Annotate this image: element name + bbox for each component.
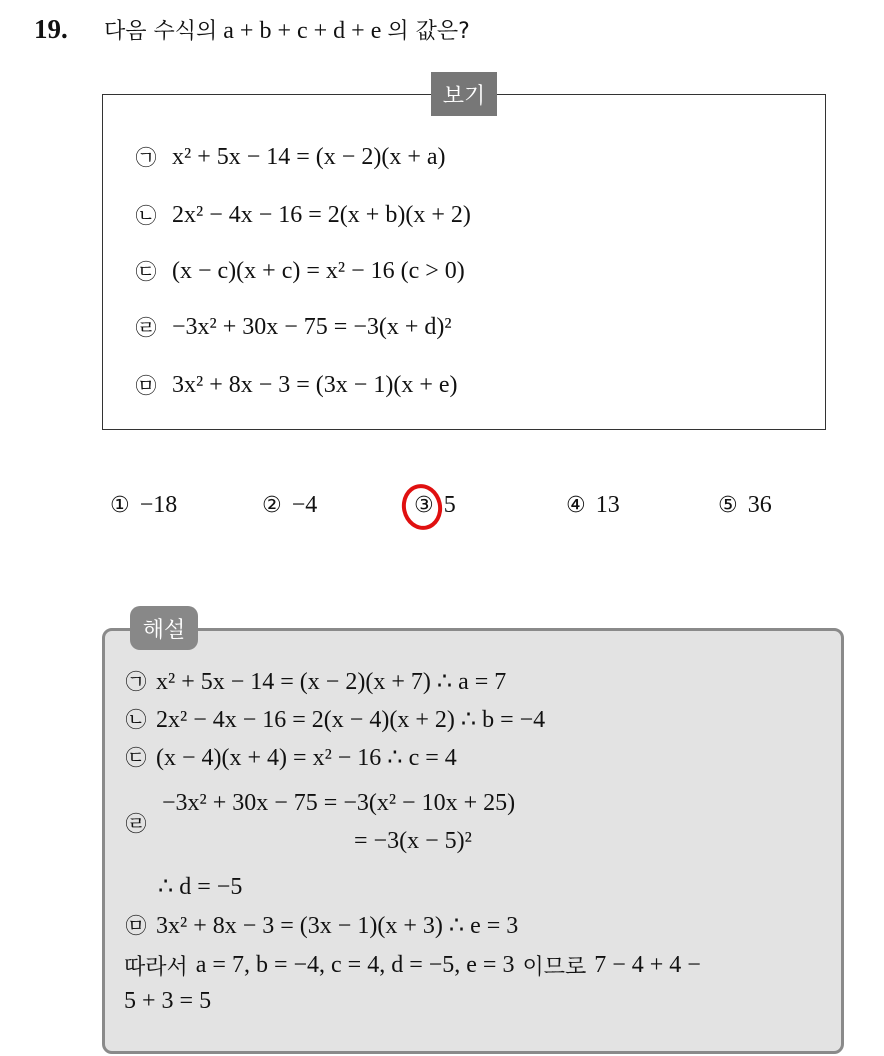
choice-marker: ⑤ xyxy=(718,493,738,518)
bogi-marker: ㉡ xyxy=(135,204,157,228)
conclusion-values: a = 7, b = −4, c = 4, d = −5, e = 3 xyxy=(195,952,515,978)
solution-line-6 xyxy=(124,910,518,940)
solution-line-4 xyxy=(162,790,515,817)
solution-line-1 xyxy=(124,666,506,696)
bogi-marker: ㉣ xyxy=(135,316,157,340)
bogi-item-3 xyxy=(134,256,465,286)
bogi-item-2 xyxy=(134,200,471,230)
solution-text: = −3(x − 5)² xyxy=(354,828,472,854)
choice-marker: ① xyxy=(110,493,130,518)
question-header xyxy=(34,14,470,45)
bogi-marker: ㉠ xyxy=(135,146,157,170)
solution-marker: ㉢ xyxy=(125,746,147,770)
solution-line-2 xyxy=(124,704,545,734)
choice-value: 13 xyxy=(595,492,620,518)
conclusion-expression: 7 − 4 + 4 − xyxy=(594,952,701,978)
bogi-equation: 2x² − 4x − 16 = 2(x + b)(x + 2) xyxy=(172,201,471,228)
solution-line-5 xyxy=(158,872,242,901)
bogi-item-1 xyxy=(134,142,446,172)
choice-2[interactable] xyxy=(262,492,317,519)
solution-marker: ㉤ xyxy=(125,914,147,938)
bogi-marker: ㉢ xyxy=(135,260,157,284)
solution-marker: ㉡ xyxy=(125,708,147,732)
question-suffix: 의 값은? xyxy=(387,19,470,44)
choice-marker: ③ xyxy=(414,493,434,518)
solution-line-3 xyxy=(124,742,457,772)
bogi-label: 보기 xyxy=(431,72,497,116)
choice-4[interactable] xyxy=(566,492,620,519)
solution-line-4-marker xyxy=(124,808,148,838)
choice-marker: ④ xyxy=(566,493,586,518)
solution-text: −3x² + 30x − 75 = −3(x² − 10x + 25) xyxy=(162,790,516,816)
solution-text: 2x² − 4x − 16 = 2(x − 4)(x + 2) ∴ b = −4 xyxy=(156,706,546,733)
solution-conclusion-2 xyxy=(124,988,211,1015)
solution-label: 해설 xyxy=(130,606,198,650)
solution-text: x² + 5x − 14 = (x − 2)(x + 7) ∴ a = 7 xyxy=(156,668,507,695)
solution-text: 3x² + 8x − 3 = (3x − 1)(x + 3) ∴ e = 3 xyxy=(156,912,519,939)
bogi-equation: x² + 5x − 14 = (x − 2)(x + a) xyxy=(172,143,446,170)
bogi-equation: −3x² + 30x − 75 = −3(x + d)² xyxy=(172,313,452,340)
choice-5[interactable] xyxy=(718,492,772,519)
question-prefix: 다음 수식의 xyxy=(104,19,218,44)
choice-value: −18 xyxy=(139,492,178,518)
conclusion-prefix: 따라서 xyxy=(124,955,188,980)
solution-text: (x − 4)(x + 4) = x² − 16 ∴ c = 4 xyxy=(156,744,457,771)
choice-value: 36 xyxy=(747,492,772,518)
question-number: 19. xyxy=(34,14,68,44)
solution-conclusion xyxy=(124,950,701,981)
bogi-marker: ㉤ xyxy=(135,374,157,398)
choice-value: 5 xyxy=(443,492,456,518)
question-text xyxy=(104,14,470,45)
bogi-equation: 3x² + 8x − 3 = (3x − 1)(x + e) xyxy=(172,371,458,398)
question-expression: a + b + c + d + e xyxy=(223,18,382,44)
choice-value: −4 xyxy=(291,492,318,518)
solution-line-4b xyxy=(354,828,472,855)
choice-1[interactable] xyxy=(110,492,177,519)
conclusion-result: 5 + 3 = 5 xyxy=(124,988,212,1014)
bogi-equation: (x − c)(x + c) = x² − 16 (c > 0) xyxy=(172,257,465,284)
solution-marker: ㉣ xyxy=(125,812,147,836)
solution-text: ∴ d = −5 xyxy=(158,874,243,900)
choice-marker: ② xyxy=(262,493,282,518)
solution-marker: ㉠ xyxy=(125,670,147,694)
bogi-item-5 xyxy=(134,370,458,400)
bogi-item-4 xyxy=(134,312,452,342)
conclusion-mid: 이므로 xyxy=(522,955,587,980)
